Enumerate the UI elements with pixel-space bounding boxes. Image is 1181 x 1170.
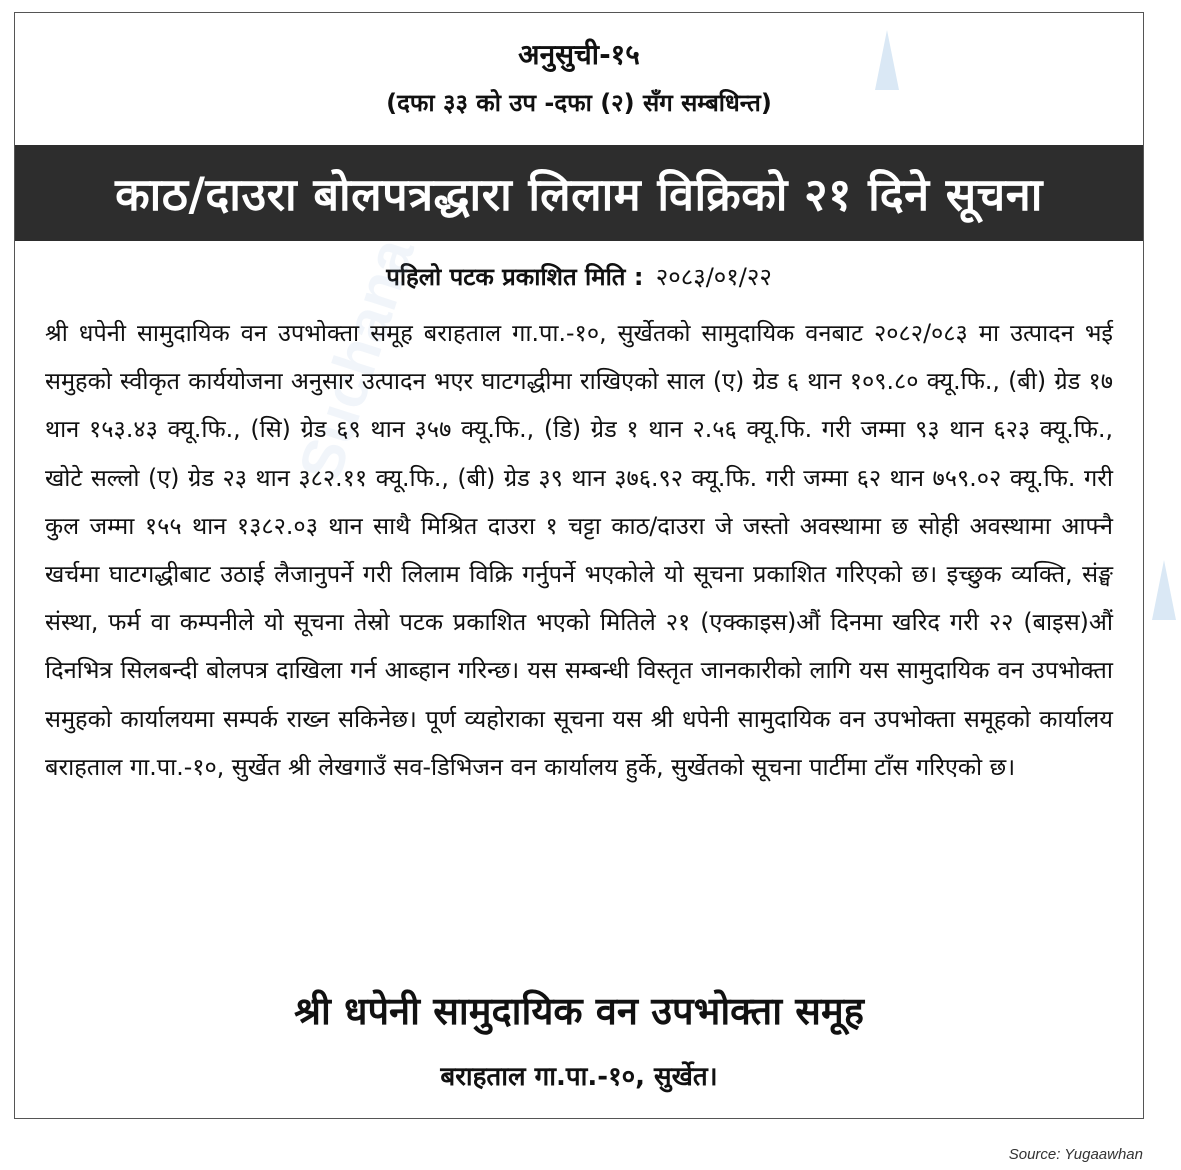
source-credit: Source: Yugaawhan	[1008, 1146, 1143, 1163]
notice-frame	[14, 12, 1144, 1119]
publish-date-value: २०८३/०१/२२	[655, 263, 772, 291]
notice-body: श्री धपेनी सामुदायिक वन उपभोक्ता समूह बराहताल गा.पा.-१०, सुर्खेतको सामुदायिक वनबाट २०८२/०८३ मा उत्पादन भई समुहको स्वीकृत कार्ययोजना अनुसार उत्पादन भएर घाटगद्धीमा राखिएको साल (ए) ग्रेड ६ थान १०९.८० क्यू.फि., (बी) ग्रेड १७ थान १५३.४३ क्यू.फि., (सि) ग्रेड ६९ थान ३५७ क्यू.फि., (डि) ग्रेड १ थान २.५६ क्यू.फि. गरी जम्मा ९३ थान ६२३ क्यू.फि., खोटे सल्लो (ए) ग्रेड २३ थान ३८२.११ क्यू.फि., (बी) ग्रेड ३९ थान ३७६.९२ क्यू.फि. गरी जम्मा ६२ थान ७५९.०२ क्यू.फि. गरी कुल जम्मा १५५ थान १३८२.०३ थान साथै मिश्रित दाउरा १ चट्टा काठ/दाउरा जे जस्तो अवस्थामा छ सोही अवस्थामा आफ्नै खर्चमा घाटगद्धीबाट उठाई लैजानुपर्ने गरी लिलाम विक्रि गर्नुपर्ने भएकोले यो सूचना प्रकाशित गरिएको छ। इच्छुक व्यक्ति, संङ्घ संस्था, फर्म वा कम्पनीले यो सूचना तेस्रो पटक प्रकाशित भएको मितिले २१ (एक्काइस)औं दिनमा खरिद गरी २२ (बाइस)औं दिनभित्र सिलबन्दी बोलपत्र दाखिला गर्न आब्हान गरिन्छ। यस सम्बन्धी विस्तृत जानकारीको लागि यस सामुदायिक वन उपभोक्ता समुहको कार्यालयमा सम्पर्क राख्न सकिनेछ। पूर्ण व्यहोराका सूचना यस श्री धपेनी सामुदायिक वन उपभोक्ता समूहको कार्यालय बराहताल गा.पा.-१०, सुर्खेत श्री लेखगाउँ सव-डिभिजन वन कार्यालय हुर्के, सुर्खेतको सूचना पार्टीमा टाँस गरिएको छ।	[45, 319, 1113, 781]
publish-date-label: पहिलो पटक प्रकाशित मिति :	[386, 263, 644, 291]
signature-address: बराहताल गा.पा.-१०, सुर्खेत।	[440, 1062, 718, 1092]
publish-date-line	[15, 259, 1143, 295]
schedule-subtitle: (दफा ३३ को उप -दफा (२) सँग सम्बधिन्त)	[386, 89, 772, 117]
signature-organization: श्री धपेनी सामुदायिक वन उपभोक्ता समूह	[294, 989, 864, 1033]
notice-headline: काठ/दाउरा बोलपत्रद्धारा लिलाम विक्रिको २१ दिने सूचना	[115, 167, 1043, 221]
schedule-title: अनुसुची-१५	[518, 38, 640, 71]
watermark-logo: Suchana	[285, 230, 427, 490]
notice-headline-banner	[15, 145, 1143, 241]
decorative-arrow-icon	[1152, 560, 1176, 620]
